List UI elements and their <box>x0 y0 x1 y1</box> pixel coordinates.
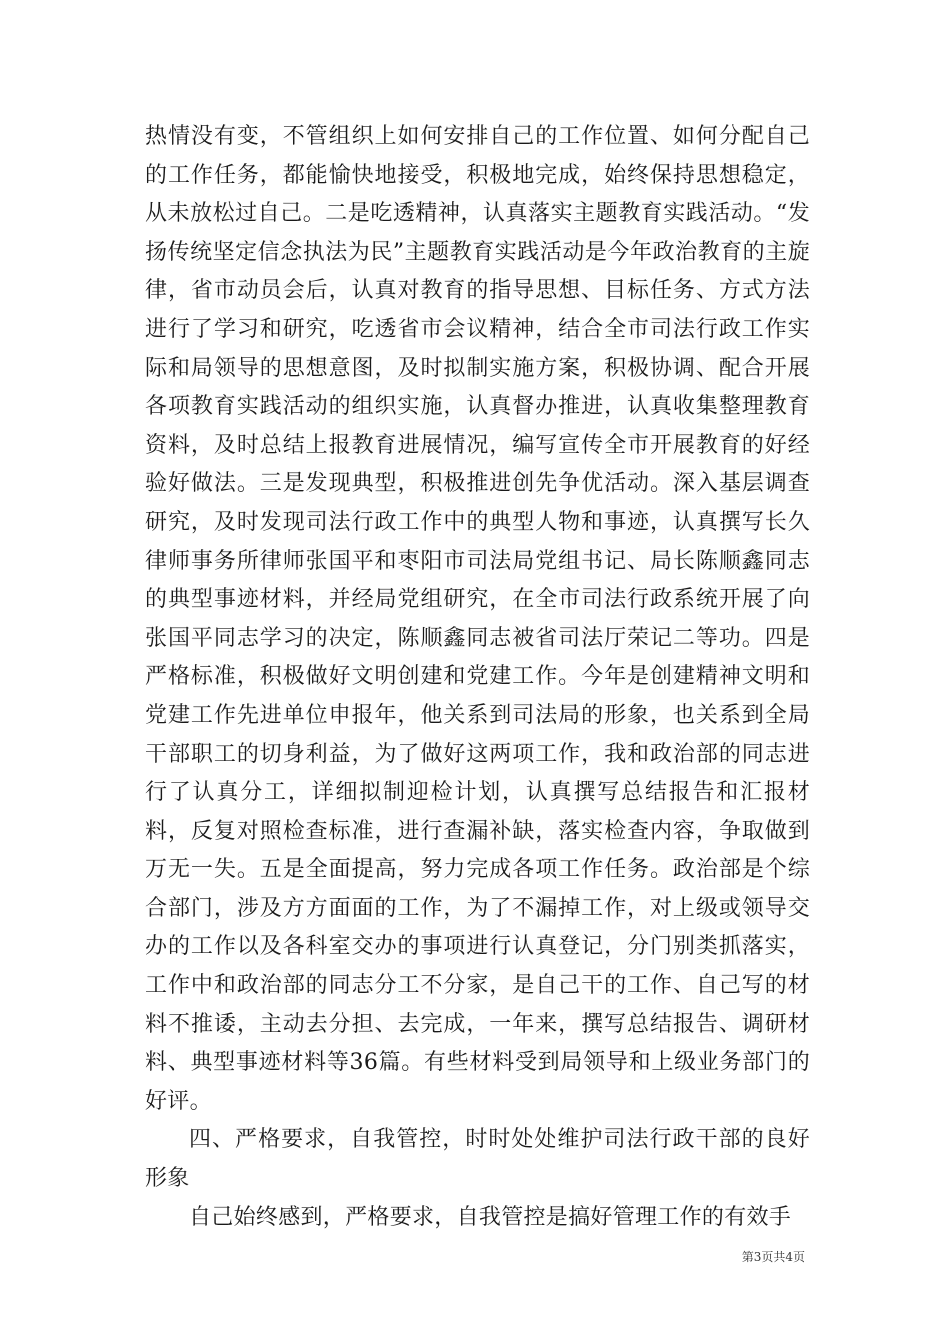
body-paragraph-1: 热情没有变，不管组织上如何安排自己的工作位置、如何分配自己的工作任务，都能愉快地接受，积极地完成，始终保持思想稳定，从未放松过自己。二是吃透精神，认真落实主题教育实践活动。“发扬传统坚定信念执法为民”主题教育实践活动是今年政治教育的主旋律，省市动员会后，认真对教育的指导思想、目标任务、方式方法进行了学习和研究，吃透省市会议精神，结合全市司法行政工作实际和局领导的思想意图，及时拟制实施方案，积极协调、配合开展各项教育实践活动的组织实施，认真督办推进，认真收集整理教育资料，及时总结上报教育进展情况，编写宣传全市开展教育的好经验好做法。三是发现典型，积极推进创先争优活动。深入基层调查研究，及时发现司法行政工作中的典型人物和事迹，认真撰写长久律师事务所律师张国平和枣阳市司法局党组书记、局长陈顺鑫同志的典型事迹材料，并经局党组研究，在全市司法行政系统开展了向张国平同志学习的决定，陈顺鑫同志被省司法厅荣记二等功。四是严格标准，积极做好文明创建和党建工作。今年是创建精神文明和党建工作先进单位申报年，他关系到司法局的形象，也关系到全局干部职工的切身利益，为了做好这两项工作，我和政治部的同志进行了认真分工，详细拟制迎检计划，认真撰写总结报告和汇报材料，反复对照检查标准，进行查漏补缺，落实检查内容，争取做到万无一失。五是全面提高，努力完成各项工作任务。政治部是个综合部门，涉及方方面面的工作，为了不漏掉工作，对上级或领导交办的工作以及各科室交办的事项进行认真登记，分门别类抓落实，工作中和政治部的同志分工不分家，是自己干的工作、自己写的材料不推诿，主动去分担、去完成，一年来，撰写总结报告、调研材料、典型事迹材料等36篇。有些材料受到局领导和上级业务部门的好评。 <box>145 124 810 1114</box>
body-paragraph-2: 自己始终感到，严格要求，自我管控是搞好管理工作的有效手 <box>189 1204 792 1230</box>
page-number-footer: 第3页共4页 <box>741 1250 805 1264</box>
document-body <box>145 118 810 1237</box>
section-heading-4: 四、严格要求，自我管控，时时处处维护司法行政干部的良好形象 <box>145 1127 810 1192</box>
